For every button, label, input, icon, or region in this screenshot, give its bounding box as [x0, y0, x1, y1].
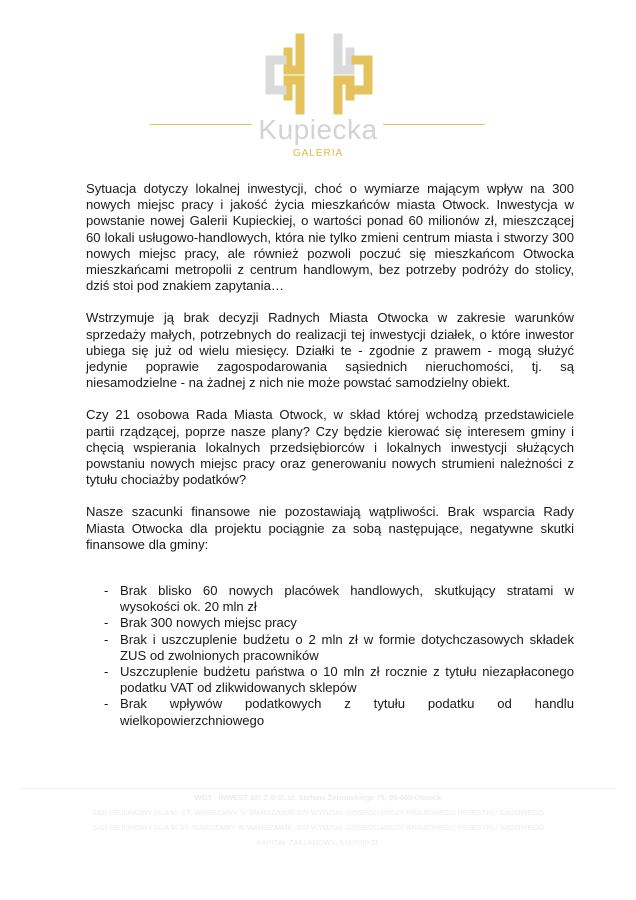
list-item-text: Brak 300 nowych miejsc pracy [120, 615, 297, 631]
company-footer [40, 790, 596, 850]
footer-court-line: SĄD REJONOWY DLA M. ST. WARSZAWY W WARSZAWIE XIV WYDZIAŁ GOSPODARCZY KRAJOWEGO REJESTRU SĄDOWEGO [91, 808, 545, 817]
consequences-list [86, 583, 574, 729]
bullet-marker: - [104, 696, 109, 712]
paragraph: Sytuacja dotyczy lokalnej inwestycji, choć o wymiarze mającym wpływ na 300 nowych miejsc pracy i jakość życia mieszkańców miasta Otwock. Inwestycja w powstanie nowej Galerii Kupieckiej, o wartości ponad 60 milionów zł, mieszczącej 60 lokali usługowo-handlowych, która nie tylko zmieni centrum miasta i stworzy 300 nowych miejsc pracy, ale również pozwoli poczuć się mieszkańcom Otwocka mieszkańcami metropolii z centrum handlowym, bez potrzeby podróży do stolicy, dziś stoi pod znakiem zapytania… [86, 181, 574, 294]
header-rule-right [383, 124, 485, 125]
bullet-marker: - [104, 664, 109, 680]
list-item [86, 615, 574, 631]
paragraph: Czy 21 osobowa Rada Miasta Otwock, w skład której wchodzą przedstawiciele partii rządzącej, poprze nasze plany? Czy będzie kierować się interesem gminy i chęcią wspierania lokalnych przedsiębiorców i lokalnych inwestycji służących powstaniu nowych miejsc pracy oraz generowaniu nowych strumieni należności z tytułu chociażby podatków? [86, 407, 574, 488]
list-item [86, 696, 574, 728]
header-rule-left [150, 124, 252, 125]
bullet-marker: - [104, 615, 109, 631]
footer-capital: KAPITAŁ ZAKŁADOWY: 5 000,00 ZŁ [256, 838, 380, 847]
list-item [86, 664, 574, 696]
footer-court-line-2: SĄD REJONOWY DLA M.ST. WARSZAWY W WARSZAWIE, XIV WYDZIAŁ GOSPODARCZY KRAJOWEGO REJESTRU SĄDOWEGO [91, 823, 545, 832]
paragraph: Wstrzymuje ją brak decyzji Radnych Miasta Otwocka w zakresie warunków sprzedaży małych, potrzebnych do realizacji tej inwestycji działek, o które inwestor ubiega się już od wielu miesięcy. Działki te - zgodnie z prawem - mogą służyć jedynie poprawie zagospodarowania sąsiednich nieruchomości, tj. są niesamodzielne - na żadnej z nich nie może powstać samodzielny obiekt. [86, 310, 574, 391]
brand-logo [230, 30, 406, 170]
list-item-text: Brak wpływów podatkowych z tytułu podatku od handlu wielkopowierzchniowego [120, 696, 574, 728]
letter-body [86, 181, 574, 729]
footer-divider [20, 788, 616, 789]
list-item-text: Brak i uszczuplenie budżetu o 2 mln zł w formie dotychczasowych składek ZUS od zwolnionych pracowników [120, 631, 574, 663]
list-item-text: Uszczuplenie budżetu państwa o 10 mln zł rocznie z tytułu niezapłaconego podatku VAT od zlikwidowanych sklepów [120, 664, 574, 696]
paragraph: Nasze szacunki finansowe nie pozostawiają wątpliwości. Brak wsparcia Rady Miasta Otwocka dla projektu pociągnie za sobą następujące, negatywne skutki finansowe dla gminy: [86, 504, 574, 552]
list-item [86, 583, 574, 615]
kupiecka-galeria-logo-icon [230, 30, 406, 120]
list-item-text: Brak blisko 60 nowych placówek handlowych, skutkujący stratami w wysokości ok. 20 mln zł [120, 583, 574, 615]
list-item [86, 632, 574, 664]
bullet-marker: - [104, 631, 109, 647]
brand-subtitle: GALERIA [292, 148, 344, 159]
footer-address: WOT - INWEST SP. Z O.O. ul. Stefana Żeromskiego 78, 05-400 Otwock [194, 793, 442, 802]
brand-name: Kupiecka [258, 114, 378, 145]
bullet-marker: - [104, 583, 109, 599]
